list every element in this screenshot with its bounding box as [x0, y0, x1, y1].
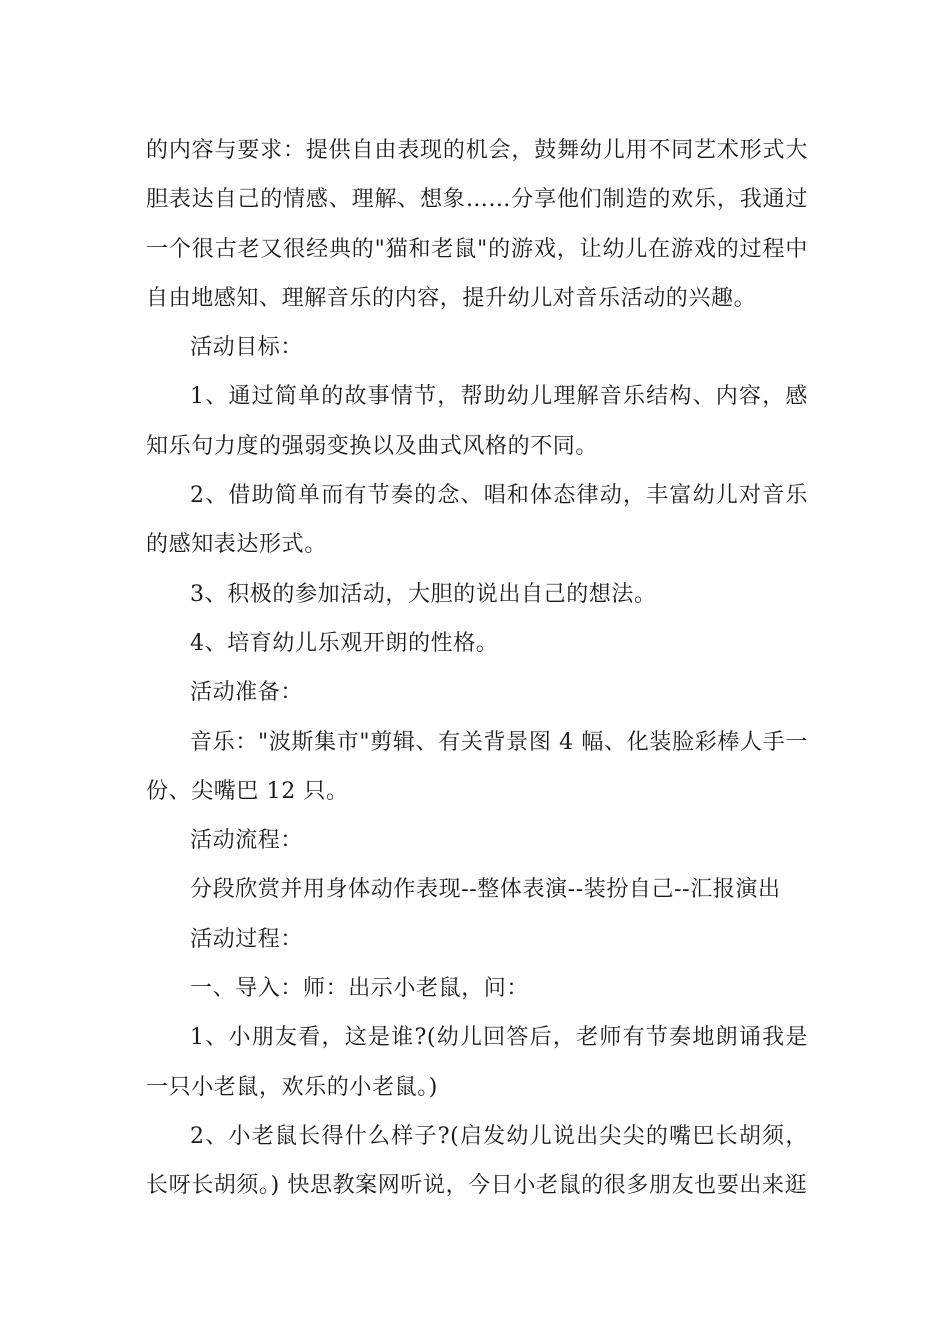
heading-activity-process: 活动过程：	[190, 926, 304, 952]
goal-item-4: 4、培育幼儿乐观开朗的性格。	[190, 630, 499, 656]
paragraph-intro-continued: 的内容与要求：提供自由表现的机会，鼓舞幼儿用不同艺术形式大胆表达自己的情感、理解、想象……分享他们制造的欢乐，我通过一个很古老又很经典的"猫和老鼠"的游戏，让幼儿在游戏的过程中自由地感知、理解音乐的内容，提升幼儿对音乐活动的兴趣。	[146, 138, 808, 311]
heading-activity-goals: 活动目标：	[190, 335, 304, 361]
goal-item-3: 3、积极的参加活动，大胆的说出自己的想法。	[190, 581, 657, 607]
process-item-2: 2、小老鼠长得什么样子?(启发幼儿说出尖尖的嘴巴长胡须，长呀长胡须。) 快思教案网听说，今日小老鼠的很多朋友也要出来逛	[146, 1123, 808, 1199]
heading-activity-preparation: 活动准备：	[190, 680, 304, 706]
goal-item-1: 1、通过简单的故事情节，帮助幼儿理解音乐结构、内容，感知乐句力度的强弱变换以及曲式风格的不同。	[146, 384, 808, 459]
goal-item-2: 2、借助简单而有节奏的念、唱和体态律动，丰富幼儿对音乐的感知表达形式。	[146, 483, 808, 558]
preparation-materials: 音乐："波斯集市"剪辑、有关背景图 4 幅、化装脸彩棒人手一份、尖嘴巴 12 只。	[146, 729, 808, 804]
process-section-1: 一、导入：师：出示小老鼠，问：	[190, 976, 530, 1002]
process-item-1: 1、小朋友看，这是谁?(幼儿回答后，老师有节奏地朗诵我是一只小老鼠，欢乐的小老鼠。)	[146, 1025, 808, 1100]
document-body	[146, 126, 808, 1211]
activity-flow-steps: 分段欣赏并用身体动作表现--整体表演--装扮自己--汇报演出	[190, 877, 781, 903]
heading-activity-flow: 活动流程：	[190, 828, 304, 854]
